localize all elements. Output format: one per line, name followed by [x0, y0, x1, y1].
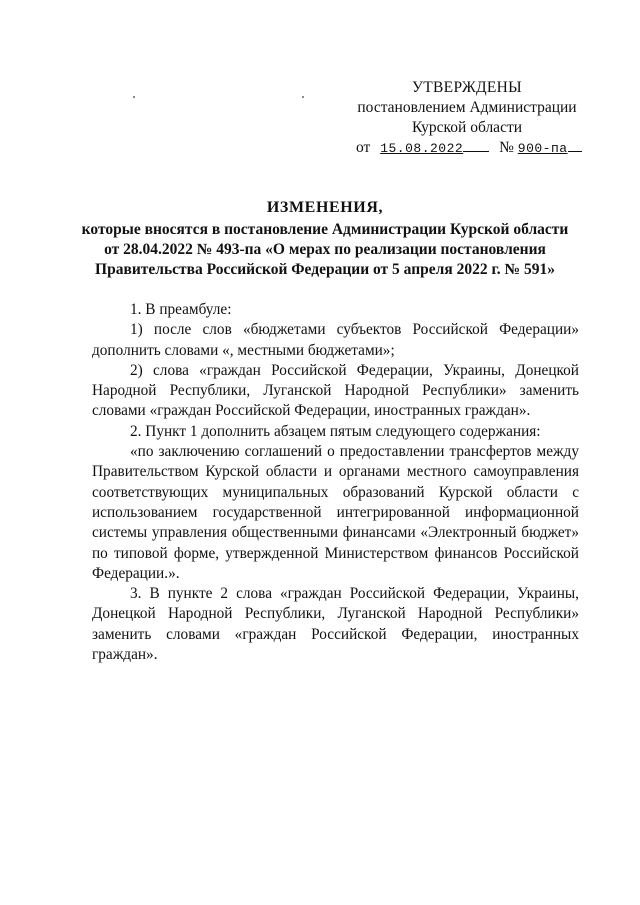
- paragraph-3: 2) слова «граждан Российской Федерации, Украины, Донецкой Народной Республики, Луганской Народной Республики» заменить словами «граждан Российской Федерации, иностранных граждан».: [92, 361, 579, 420]
- approval-line-2: Курской области: [411, 119, 523, 136]
- approval-line-1: постановлением Администрации: [357, 99, 577, 116]
- handwritten-number: 900-па: [517, 141, 568, 156]
- paragraph-4: 2. Пункт 1 дополнить абзацем пятым следующего содержания:: [130, 422, 541, 440]
- title-heading: ИЗМЕНЕНИЯ,: [266, 199, 384, 216]
- number-prefix: №: [499, 139, 514, 156]
- number-underline: [568, 138, 582, 152]
- title-line-2: от 28.04.2022 № 493-па «О мерах по реализации постановления: [104, 241, 546, 258]
- scan-speck: [133, 96, 135, 98]
- title-line-1: которые вносятся в постановление Администрации Курской области: [81, 221, 569, 238]
- handwritten-date: 15.08.2022: [380, 141, 464, 156]
- approval-date-line: [352, 138, 582, 159]
- paragraph-5: «по заключению соглашений о предоставлении трансфертов между Правительством Курской области и органами местного самоуправления соответствующих муниципальных образований Курской области с использованием государственной интегрированной информационной системы управления общественными финансами «Электронный бюджет» по типовой форме, утвержденной Министерством финансов Российской Федерации.».: [92, 443, 579, 582]
- date-underline: [463, 138, 489, 152]
- paragraph-6: 3. В пункте 2 слова «граждан Российской Федерации, Украины, Донецкой Народной Республики, Луганской Народной Республики» заменить словами «граждан Российской Федерации, иностранных граждан».: [92, 585, 579, 664]
- document-title: [70, 198, 580, 280]
- title-line-3: Правительства Российской Федерации от 5 апреля 2022 г. № 591»: [95, 261, 555, 278]
- document-body: [92, 300, 579, 665]
- paragraph-2: 1) после слов «бюджетами субъектов Российской Федерации» дополнить словами «, местными бюджетами»;: [92, 321, 579, 359]
- approval-heading: УТВЕРЖДЕНЫ: [412, 79, 522, 96]
- approval-block: [352, 78, 582, 159]
- paragraph-1: 1. В преамбуле:: [130, 301, 232, 318]
- date-prefix: от: [356, 139, 371, 156]
- scan-speck: [302, 96, 304, 98]
